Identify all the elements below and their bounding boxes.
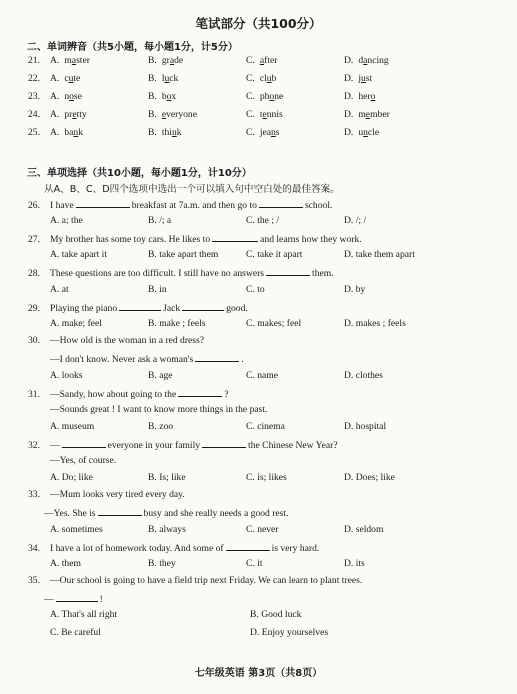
question-32-line2: —Yes, of course. <box>50 455 117 466</box>
question-31: 31. —Sandy, how about going to the ? <box>28 389 229 400</box>
underlined-letter: u <box>266 73 272 84</box>
option-label: A. <box>50 127 60 138</box>
option-c[interactable] <box>246 55 277 66</box>
answer-blank[interactable] <box>259 198 303 208</box>
word-part: ster <box>76 55 90 66</box>
underlined-letter: a <box>259 55 265 66</box>
section-instruction: 从A、B、C、D四个选项中选出一个可以填入句中空白处的最佳答案。 <box>44 184 340 195</box>
option-a[interactable] <box>50 73 80 84</box>
option-d[interactable]: D. clothes <box>344 370 383 381</box>
option-label: C. <box>246 73 255 84</box>
underlined-letter: n <box>171 127 177 138</box>
underlined-letter: o <box>166 91 172 102</box>
word-part: pr <box>64 109 73 120</box>
word-part: ph <box>259 91 270 102</box>
option-c[interactable] <box>246 109 283 120</box>
question-number: 25. <box>28 127 40 138</box>
word-part: thi <box>161 127 172 138</box>
word-part: c <box>64 73 69 84</box>
option-d[interactable]: D. Enjoy yourselves <box>250 627 329 638</box>
option-label: D. <box>344 55 354 66</box>
question-28: 28. These questions are too difficult. I still have no answers them. <box>28 268 334 279</box>
option-c[interactable]: C. Be careful <box>50 627 101 638</box>
underlined-letter: o <box>269 91 275 102</box>
page-footer: 七年级英语 第3页（共8页） <box>194 668 323 679</box>
option-b[interactable]: B. in <box>148 284 167 295</box>
option-a[interactable]: A. them <box>50 558 81 569</box>
option-a[interactable]: A. make; feel <box>50 318 102 329</box>
option-c[interactable]: C. is; likes <box>246 472 287 483</box>
word-part: nnis <box>266 109 283 120</box>
answer-blank[interactable] <box>202 438 246 448</box>
option-c[interactable]: C. cinema <box>246 421 285 432</box>
option-b[interactable] <box>148 109 197 120</box>
answer-blank[interactable] <box>178 387 222 397</box>
option-d[interactable] <box>344 109 390 120</box>
word-part: b <box>271 73 277 84</box>
word-part: te <box>73 73 81 84</box>
section-heading-single-choice: 三、单项选择（共10小题，每小题1分，计10分） <box>27 168 252 179</box>
phonetics-question <box>28 55 50 66</box>
word-part: gr <box>161 55 170 66</box>
word-part: ba <box>64 127 74 138</box>
word-part: u <box>358 127 364 138</box>
underlined-letter: n <box>363 127 368 138</box>
underlined-letter: n <box>271 127 276 138</box>
answer-blank[interactable] <box>212 232 258 242</box>
option-label: B. <box>148 109 157 120</box>
question-number: 22. <box>28 73 40 84</box>
answer-blank[interactable] <box>195 352 239 362</box>
word-part: veryone <box>166 109 197 120</box>
option-a[interactable]: A. That's all right <box>50 609 118 620</box>
answer-blank[interactable] <box>56 592 98 602</box>
option-label: C. <box>246 91 255 102</box>
question-33-line2: —Yes. She is busy and she really needs a good rest. <box>44 508 289 519</box>
phonetics-question <box>28 73 50 84</box>
underlined-letter: n <box>73 127 79 138</box>
option-label: B. <box>148 91 157 102</box>
answer-blank[interactable] <box>226 541 270 551</box>
word-part: t <box>259 109 263 120</box>
word-part: n <box>64 91 70 102</box>
word-part: d <box>358 55 364 66</box>
option-label: A. <box>50 91 60 102</box>
option-label: C. <box>246 55 255 66</box>
underlined-letter: u <box>68 73 74 84</box>
word-part: ck <box>169 73 179 84</box>
option-label: D. <box>344 73 354 84</box>
option-label: A. <box>50 109 60 120</box>
word-part: de <box>174 55 184 66</box>
option-c[interactable] <box>246 91 283 102</box>
option-c[interactable] <box>246 127 280 138</box>
option-label: B. <box>148 73 157 84</box>
word-part: j <box>358 73 361 84</box>
option-c[interactable]: C. makes; feel <box>246 318 302 329</box>
question-number: 23. <box>28 91 40 102</box>
word-part: s <box>275 127 280 138</box>
word-part: l <box>161 73 165 84</box>
question-32: 32. — everyone in your family the Chinese New Year? <box>28 440 338 451</box>
option-b[interactable] <box>148 55 183 66</box>
word-part: cle <box>367 127 380 138</box>
question-31-line2: —Sounds great ! I want to know more things in the past. <box>50 404 268 415</box>
phonetics-question <box>28 109 50 120</box>
question-number: 21. <box>28 55 40 66</box>
word-part: st <box>365 73 373 84</box>
underlined-letter: e <box>365 109 371 120</box>
word-part: tty <box>76 109 87 120</box>
option-d[interactable] <box>344 91 375 102</box>
option-b[interactable]: B. take apart them <box>148 249 219 260</box>
underlined-letter: a <box>71 55 77 66</box>
option-label: C. <box>246 127 255 138</box>
option-label: B. <box>148 55 157 66</box>
option-c[interactable]: C. the ; / <box>246 215 280 226</box>
answer-blank[interactable] <box>98 506 142 516</box>
answer-blank[interactable] <box>182 301 224 311</box>
word-part: k <box>78 127 83 138</box>
option-label: D. <box>344 127 354 138</box>
section-heading-phonetics: 二、单词辨音（共5小题，每小题1分，计5分） <box>27 42 238 53</box>
option-a[interactable] <box>50 109 87 120</box>
option-d[interactable]: D. by <box>344 284 366 295</box>
word-part: b <box>161 91 167 102</box>
underlined-letter: o <box>370 91 376 102</box>
option-b[interactable]: B. Is; like <box>148 472 186 483</box>
word-part: jea <box>259 127 271 138</box>
option-d[interactable]: D. makes ; feels <box>344 318 406 329</box>
option-d[interactable]: D. /; / <box>344 215 367 226</box>
question-35-line2: — ! <box>44 594 103 605</box>
option-label: C. <box>246 109 255 120</box>
question-number: 24. <box>28 109 40 120</box>
option-label: B. <box>148 127 157 138</box>
underlined-letter: e <box>262 109 267 120</box>
option-a[interactable]: A. at <box>50 284 69 295</box>
word-part: ne <box>274 91 284 102</box>
option-label: A. <box>50 55 60 66</box>
answer-blank[interactable] <box>76 198 130 208</box>
option-c[interactable]: C. never <box>246 524 279 535</box>
option-d[interactable] <box>344 55 389 66</box>
word-part: cl <box>259 73 267 84</box>
word-part: k <box>176 127 182 138</box>
option-c[interactable]: C. to <box>246 284 265 295</box>
option-d[interactable]: D. take them apart <box>344 249 415 260</box>
option-d[interactable] <box>344 73 372 84</box>
option-a[interactable]: A. looks <box>50 370 83 381</box>
word-part: se <box>73 91 82 102</box>
question-26: 26. I have breakfast at 7a.m. and then go to school. <box>28 200 333 211</box>
option-a[interactable]: A. sometimes <box>50 524 103 535</box>
option-c[interactable]: C. it <box>246 558 263 569</box>
phonetics-question <box>28 127 50 138</box>
underlined-letter: a <box>169 55 175 66</box>
page-title: 笔试部分（共100分） <box>195 16 322 31</box>
option-d[interactable] <box>344 127 379 138</box>
question-30: 30. —How old is the woman in a red dress? <box>28 335 205 346</box>
option-d[interactable]: D. hospital <box>344 421 387 432</box>
option-label: D. <box>344 91 354 102</box>
option-b[interactable]: B. always <box>148 524 186 535</box>
option-label: A. <box>50 73 60 84</box>
question-35: 35. —Our school is going to have a field trip next Friday. We can learn to plant trees. <box>28 575 363 586</box>
option-c[interactable]: C. name <box>246 370 278 381</box>
answer-blank[interactable] <box>266 266 310 276</box>
option-c[interactable]: C. take it apart <box>246 249 303 260</box>
word-part: m <box>64 55 72 66</box>
option-a[interactable]: A. museum <box>50 421 95 432</box>
option-d[interactable]: D. its <box>344 558 365 569</box>
option-d[interactable]: D. Does; like <box>344 472 395 483</box>
word-part: ncing <box>367 55 389 66</box>
option-b[interactable]: B. age <box>148 370 173 381</box>
option-b[interactable]: B. make ; feels <box>148 318 206 329</box>
option-a[interactable] <box>50 91 82 102</box>
option-a[interactable]: A. take apart it <box>50 249 108 260</box>
answer-blank[interactable] <box>119 301 161 311</box>
word-part: x <box>171 91 177 102</box>
option-a[interactable]: A. Do; like <box>50 472 93 483</box>
underlined-letter: u <box>361 73 366 84</box>
option-c[interactable] <box>246 73 276 84</box>
option-b[interactable]: B. they <box>148 558 176 569</box>
question-30-line2: —I don't know. Never ask a woman's . <box>50 354 244 365</box>
option-a[interactable]: A. a; the <box>50 215 83 226</box>
underlined-letter: a <box>363 55 368 66</box>
option-b[interactable]: B. zoo <box>148 421 174 432</box>
word-part: her <box>358 91 371 102</box>
word-part: fter <box>264 55 278 66</box>
option-b[interactable] <box>148 91 176 102</box>
underlined-letter: e <box>161 109 167 120</box>
option-d[interactable]: D. seldom <box>344 524 384 535</box>
option-b[interactable] <box>148 73 178 84</box>
option-b[interactable]: B. Good luck <box>250 609 302 620</box>
question-29: 29. Playing the piano Jack good. <box>28 303 248 314</box>
answer-blank[interactable] <box>62 438 106 448</box>
question-33: 33. —Mum looks very tired every day. <box>28 489 185 500</box>
underlined-letter: e <box>72 109 77 120</box>
underlined-letter: o <box>69 91 74 102</box>
option-b[interactable] <box>148 127 182 138</box>
option-label: D. <box>344 109 354 120</box>
underlined-letter: u <box>164 73 170 84</box>
option-a[interactable] <box>50 127 83 138</box>
option-a[interactable] <box>50 55 90 66</box>
question-27: 27. My brother has some toy cars. He likes to and learns how they work. <box>28 234 362 245</box>
option-b[interactable]: B. /; a <box>148 215 172 226</box>
word-part: m <box>358 109 366 120</box>
word-part: mber <box>370 109 390 120</box>
question-34: 34. I have a lot of homework today. And some of is very hard. <box>28 543 320 554</box>
phonetics-question <box>28 91 50 102</box>
